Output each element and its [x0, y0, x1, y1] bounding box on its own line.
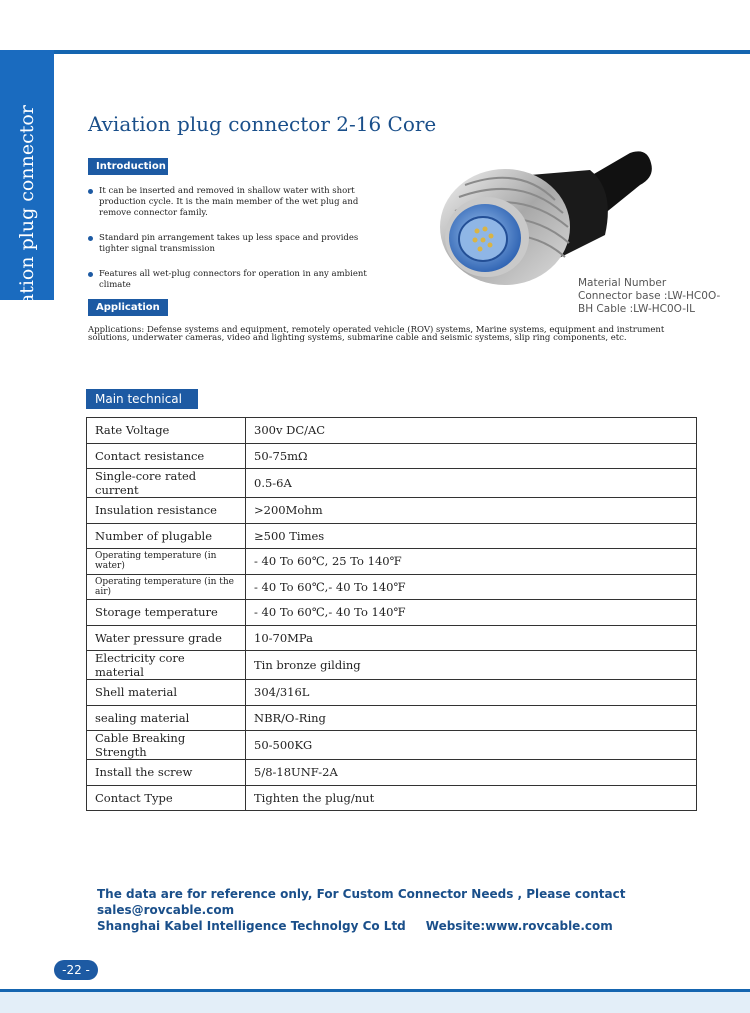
- table-row: [87, 680, 697, 706]
- table-row: [87, 443, 697, 469]
- application-label: Application: [88, 299, 168, 316]
- table-row: [87, 625, 697, 651]
- table-row: [87, 469, 697, 498]
- main-technical-label: Main technical: [86, 389, 198, 409]
- introduction-bullets: [88, 186, 388, 305]
- spec-key: Water pressure grade: [87, 625, 246, 651]
- footer-contact: [97, 886, 750, 934]
- spec-key: Number of plugable: [87, 523, 246, 549]
- spec-key: Electricity core material: [87, 651, 246, 680]
- spec-key: Storage temperature: [87, 600, 246, 626]
- connector-product-image: [425, 145, 655, 295]
- spec-value: - 40 To 60℃,- 40 To 140℉: [246, 600, 697, 626]
- table-row: [87, 498, 697, 524]
- material-number: [578, 277, 720, 316]
- spec-value: 50-500KG: [246, 731, 697, 760]
- spec-value: Tighten the plug/nut: [246, 785, 697, 811]
- spec-value: 10-70MPa: [246, 625, 697, 651]
- spec-key: Contact Type: [87, 785, 246, 811]
- spec-value: >200Mohm: [246, 498, 697, 524]
- table-row: [87, 785, 697, 811]
- spec-key: sealing material: [87, 705, 246, 731]
- spec-key: Single-core rated current: [87, 469, 246, 498]
- side-tab: [0, 50, 54, 335]
- spec-key: Rate Voltage: [87, 418, 246, 444]
- spec-key: Install the screw: [87, 760, 246, 786]
- spec-key: Operating temperature (in the air): [87, 574, 246, 600]
- material-line: BH Cable :LW-HC0O-IL: [578, 303, 695, 315]
- table-row: [87, 574, 697, 600]
- company-name: Shanghai Kabel Intelligence Technolgy Co Ltd: [97, 919, 406, 933]
- spec-value: 300v DC/AC: [246, 418, 697, 444]
- spec-key: Shell material: [87, 680, 246, 706]
- spec-value: NBR/O-Ring: [246, 705, 697, 731]
- table-row: [87, 418, 697, 444]
- table-row: [87, 760, 697, 786]
- spec-key: Contact resistance: [87, 443, 246, 469]
- bullet-item: Standard pin arrangement takes up less space and provides tighter signal transmission: [88, 233, 388, 255]
- spec-value: - 40 To 60℃,- 40 To 140℉: [246, 574, 697, 600]
- spec-key: Operating temperature (in water): [87, 549, 246, 575]
- bullet-item: Features all wet-plug connectors for operation in any ambient climate: [88, 269, 388, 291]
- bullet-item: It can be inserted and removed in shallow water with short production cycle. It is the main member of the wet plug and remove connector family.: [88, 186, 388, 219]
- page-number: -22 -: [54, 960, 98, 980]
- footer-disclaimer: The data are for reference only, For Custom Connector Needs , Please contact sales@rovcable.com: [97, 887, 626, 917]
- table-row: [87, 705, 697, 731]
- spec-value: 0.5-6A: [246, 469, 697, 498]
- table-row: [87, 523, 697, 549]
- website-link[interactable]: Website:www.rovcable.com: [425, 919, 613, 933]
- page-title: Aviation plug connector 2-16 Core: [88, 112, 437, 136]
- table-row: [87, 600, 697, 626]
- spec-key: Insulation resistance: [87, 498, 246, 524]
- footer-company-line: [97, 918, 750, 934]
- spec-value: 50-75mΩ: [246, 443, 697, 469]
- spec-key: Cable Breaking Strength: [87, 731, 246, 760]
- spec-table: [86, 417, 697, 811]
- spec-value: - 40 To 60℃, 25 To 140℉: [246, 549, 697, 575]
- spec-value: 5/8-18UNF-2A: [246, 760, 697, 786]
- material-line: Connector base :LW-HC0O-: [578, 290, 721, 302]
- spec-value: Tin bronze gilding: [246, 651, 697, 680]
- introduction-label: Introduction: [88, 158, 168, 175]
- spec-value: 304/316L: [246, 680, 697, 706]
- table-row: [87, 731, 697, 760]
- application-text: Applications: Defense systems and equipment, remotely operated vehicle (ROV) systems, Marine systems, equipment and instrument solutions, underwater cameras, video and lighting systems, submarine cable and seismic systems, slip ring components, etc.: [88, 325, 665, 343]
- material-line: Material Number: [578, 277, 667, 289]
- side-tab-label: Aviation plug connector: [16, 105, 38, 335]
- spec-value: ≥500 Times: [246, 523, 697, 549]
- table-row: [87, 549, 697, 575]
- bottom-band: [0, 992, 750, 1013]
- top-rule: [0, 50, 750, 54]
- table-row: [87, 651, 697, 680]
